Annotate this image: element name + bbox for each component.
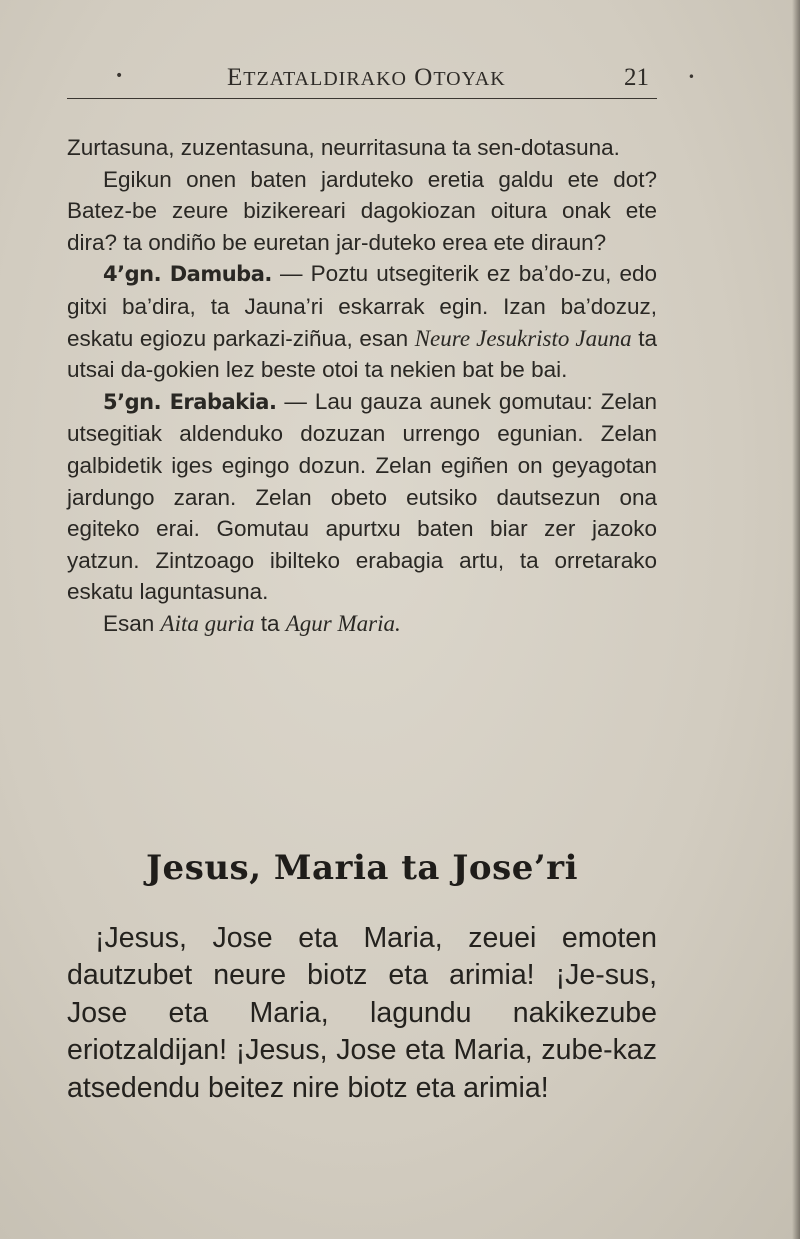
running-head-initial-2: O <box>414 64 434 91</box>
paragraph-5-text-b: ta <box>254 610 286 636</box>
paragraph-5-text-a: Esan <box>103 610 161 636</box>
paragraph-3 <box>67 258 657 385</box>
running-head-rest-2: TOYAK <box>433 68 506 90</box>
header-ornament-left: • <box>115 68 124 84</box>
running-head-initial-1: E <box>227 64 244 91</box>
prayer-paragraph: ¡Jesus, Jose eta Maria, zeuei emoten dautzubet neure biotz eta arimia! ¡Je-sus, Jose eta Maria, lagundu nakikezube eriotzaldijan! ¡Jesus, Jose eta Maria, zube-kaz atsedendu beitez nire biotz eta arimia! <box>67 922 657 1104</box>
paragraph-5-italic-b: Agur Maria. <box>285 610 401 636</box>
header-ornament-right: • <box>687 70 695 84</box>
paragraph-2: Egikun onen baten jarduteko eretia galdu ete dot? Batez-be zeure bizikereari dagokiozan oitura onak ete dira? ta ondiño be euretan jar-duteko erea ete diraun? <box>67 166 657 255</box>
prayer-text <box>67 920 657 1107</box>
section-title: Jesus, Maria ta Jose’ri <box>145 848 579 888</box>
paragraph-4 <box>67 386 657 608</box>
running-head-rest-1: TZATALDIRAKO <box>243 68 407 90</box>
page-number: 21 <box>624 64 649 91</box>
body-text <box>67 132 657 640</box>
paragraph-4-runin-heading: 5’gn. Erabakia. <box>103 389 277 414</box>
paragraph-5-italic-a: Aita guria <box>160 610 255 636</box>
paragraph-3-runin-heading: 4’gn. Damuba. <box>103 262 272 287</box>
paragraph-3-text-b: ta utsai da-gokien lez beste otoi ta nekien bat be bai. <box>67 325 657 383</box>
paragraph-3-italic: Neure Jesukristo Jauna <box>414 325 632 351</box>
paragraph-1: Zurtasuna, zuzentasuna, neurritasuna ta sen-dotasuna. <box>67 135 620 160</box>
paragraph-4-text: — Lau gauza aunek gomutau: Zelan utsegitiak aldenduko dozuzan urrengo egunian. Zelan galbidetik iges egingo dozun. Zelan egiñen on geyagotan jardungo zaran. Zelan obeto eutsiko dautsezun ona egiteko erai. Gomutau apurtxu baten biar zer jazoko yatzun. Zintzoago ibilteko erabagia artu, ta orretarako eskatu laguntasuna. <box>67 388 657 605</box>
paragraph-3-text-a: — Poztu utsegiterik ez ba’do-zu, edo gitxi ba’dira, ta Jauna’ri eskarrak egin. Izan ba’dozuz, eskatu egiozu parkazi-ziñua, esan <box>67 261 657 351</box>
running-head <box>227 64 506 92</box>
page-header <box>67 62 695 99</box>
page-edge-shadow <box>792 0 800 1239</box>
paragraph-5 <box>67 608 657 640</box>
